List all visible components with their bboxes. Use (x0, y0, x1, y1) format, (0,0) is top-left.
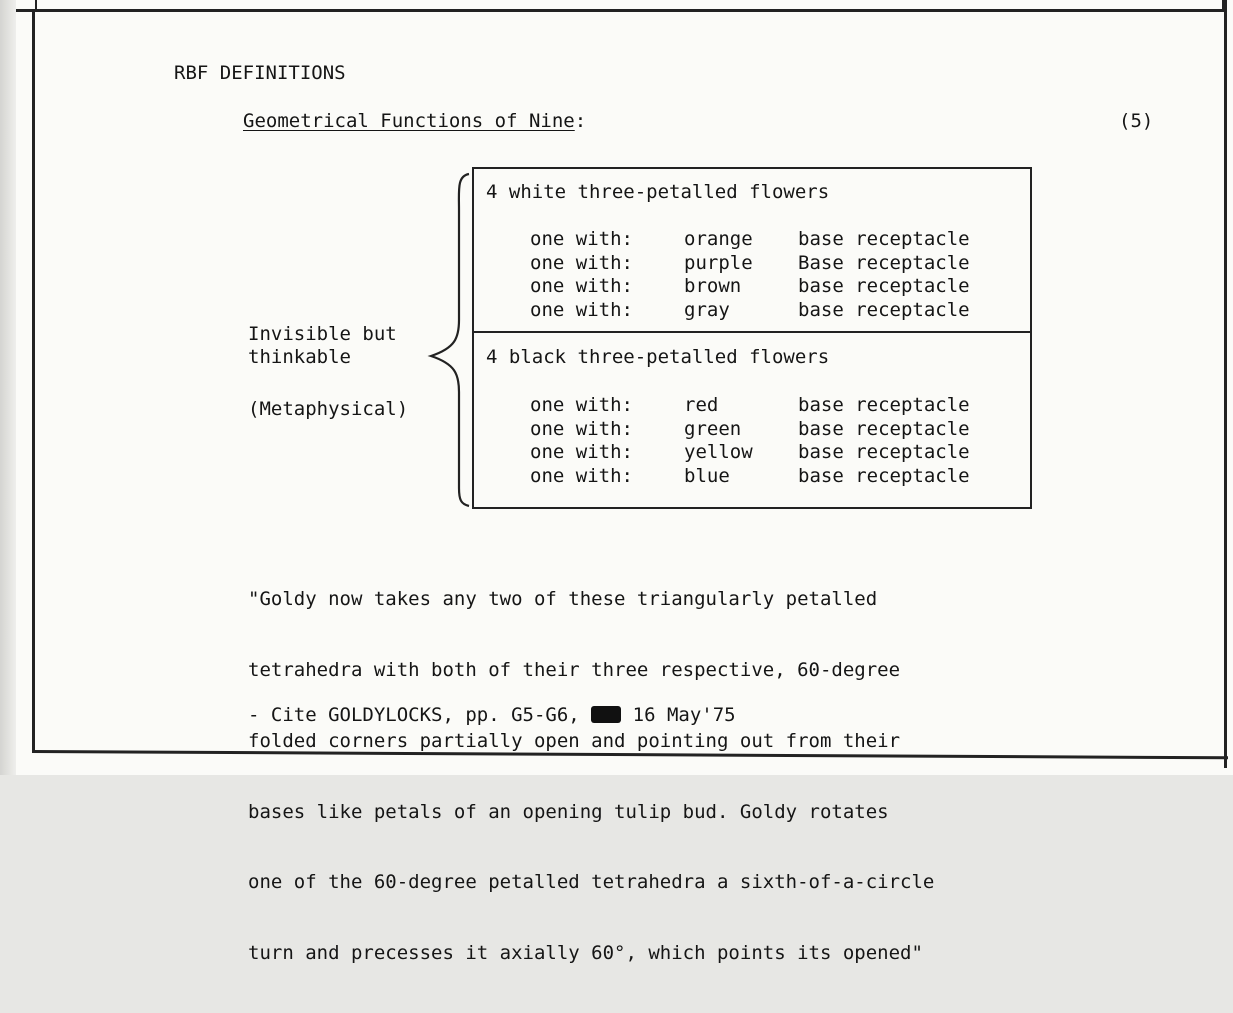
list-item (530, 418, 1020, 442)
list-item (530, 394, 1020, 418)
white-flowers-box (472, 167, 1032, 333)
row-label: base receptacle (798, 228, 970, 250)
list-item (530, 252, 1020, 276)
citation-text: - Cite GOLDYLOCKS, pp. G5-G6, (248, 704, 580, 726)
subheading-text: Geometrical Functions of Nine (243, 110, 575, 132)
row-prefix: one with: (530, 275, 633, 297)
citation-date: 16 May'75 (632, 704, 736, 726)
list-item (530, 441, 1020, 465)
quote-line: folded corners partially open and pointing out from their (248, 729, 901, 752)
row-label: base receptacle (798, 275, 970, 297)
row-prefix: one with: (530, 464, 633, 487)
row-label: Base receptacle (798, 251, 970, 274)
row-prefix: one with: (530, 394, 633, 416)
scan-edge-shadow (0, 0, 16, 775)
row-color: blue (684, 464, 730, 487)
row-prefix: one with: (530, 251, 633, 274)
quote-line: bases like petals of an opening tulip bud. Goldy rotates (248, 800, 889, 823)
quote-line: tetrahedra with both of their three respective, 60-degree (248, 658, 901, 681)
page-border-left (32, 10, 35, 752)
side-label-metaphysical: (Metaphysical) (248, 398, 409, 420)
quote-block (248, 541, 934, 1013)
section-subheading (243, 110, 586, 133)
white-flowers-title: 4 white three-petalled flowers (486, 181, 830, 203)
row-prefix: one with: (530, 417, 633, 440)
row-label: base receptacle (798, 464, 970, 487)
row-label: base receptacle (798, 298, 970, 321)
list-item (530, 299, 1020, 323)
list-item (530, 228, 1020, 252)
curly-brace-icon (425, 170, 473, 510)
black-flowers-box (472, 331, 1032, 509)
row-prefix: one with: (530, 298, 633, 321)
quote-line: "Goldy now takes any two of these triangularly petalled (248, 588, 878, 611)
row-color: red (684, 394, 719, 416)
page-border-top (16, 9, 1226, 12)
redaction-mark (591, 706, 621, 723)
row-prefix: one with: (530, 228, 633, 250)
subheading-colon: : (574, 110, 587, 132)
row-prefix: one with: (530, 441, 633, 463)
black-flowers-title: 4 black three-petalled flowers (486, 346, 830, 368)
row-color: green (684, 417, 742, 440)
quote-line: turn and precesses it axially 60°, which points its opened" (248, 942, 923, 965)
row-color: gray (684, 298, 730, 321)
quote-line: one of the 60-degree petalled tetrahedra a sixth-of-a-circle (248, 871, 935, 894)
border-tick-left (35, 0, 37, 10)
page-border-right (1224, 0, 1227, 768)
page-heading: RBF DEFINITIONS (174, 62, 346, 84)
side-label-line2: thinkable (248, 346, 351, 368)
row-color: purple (684, 251, 753, 274)
list-item (530, 465, 1020, 489)
row-label: base receptacle (798, 441, 970, 463)
row-label: base receptacle (798, 394, 970, 416)
row-color: orange (684, 228, 753, 250)
list-item (530, 275, 1020, 299)
row-color: brown (684, 275, 742, 297)
citation (248, 704, 736, 727)
side-label-line1: Invisible but (248, 323, 397, 345)
row-label: base receptacle (798, 417, 970, 440)
row-color: yellow (684, 441, 753, 463)
page-number: (5) (1119, 110, 1154, 132)
